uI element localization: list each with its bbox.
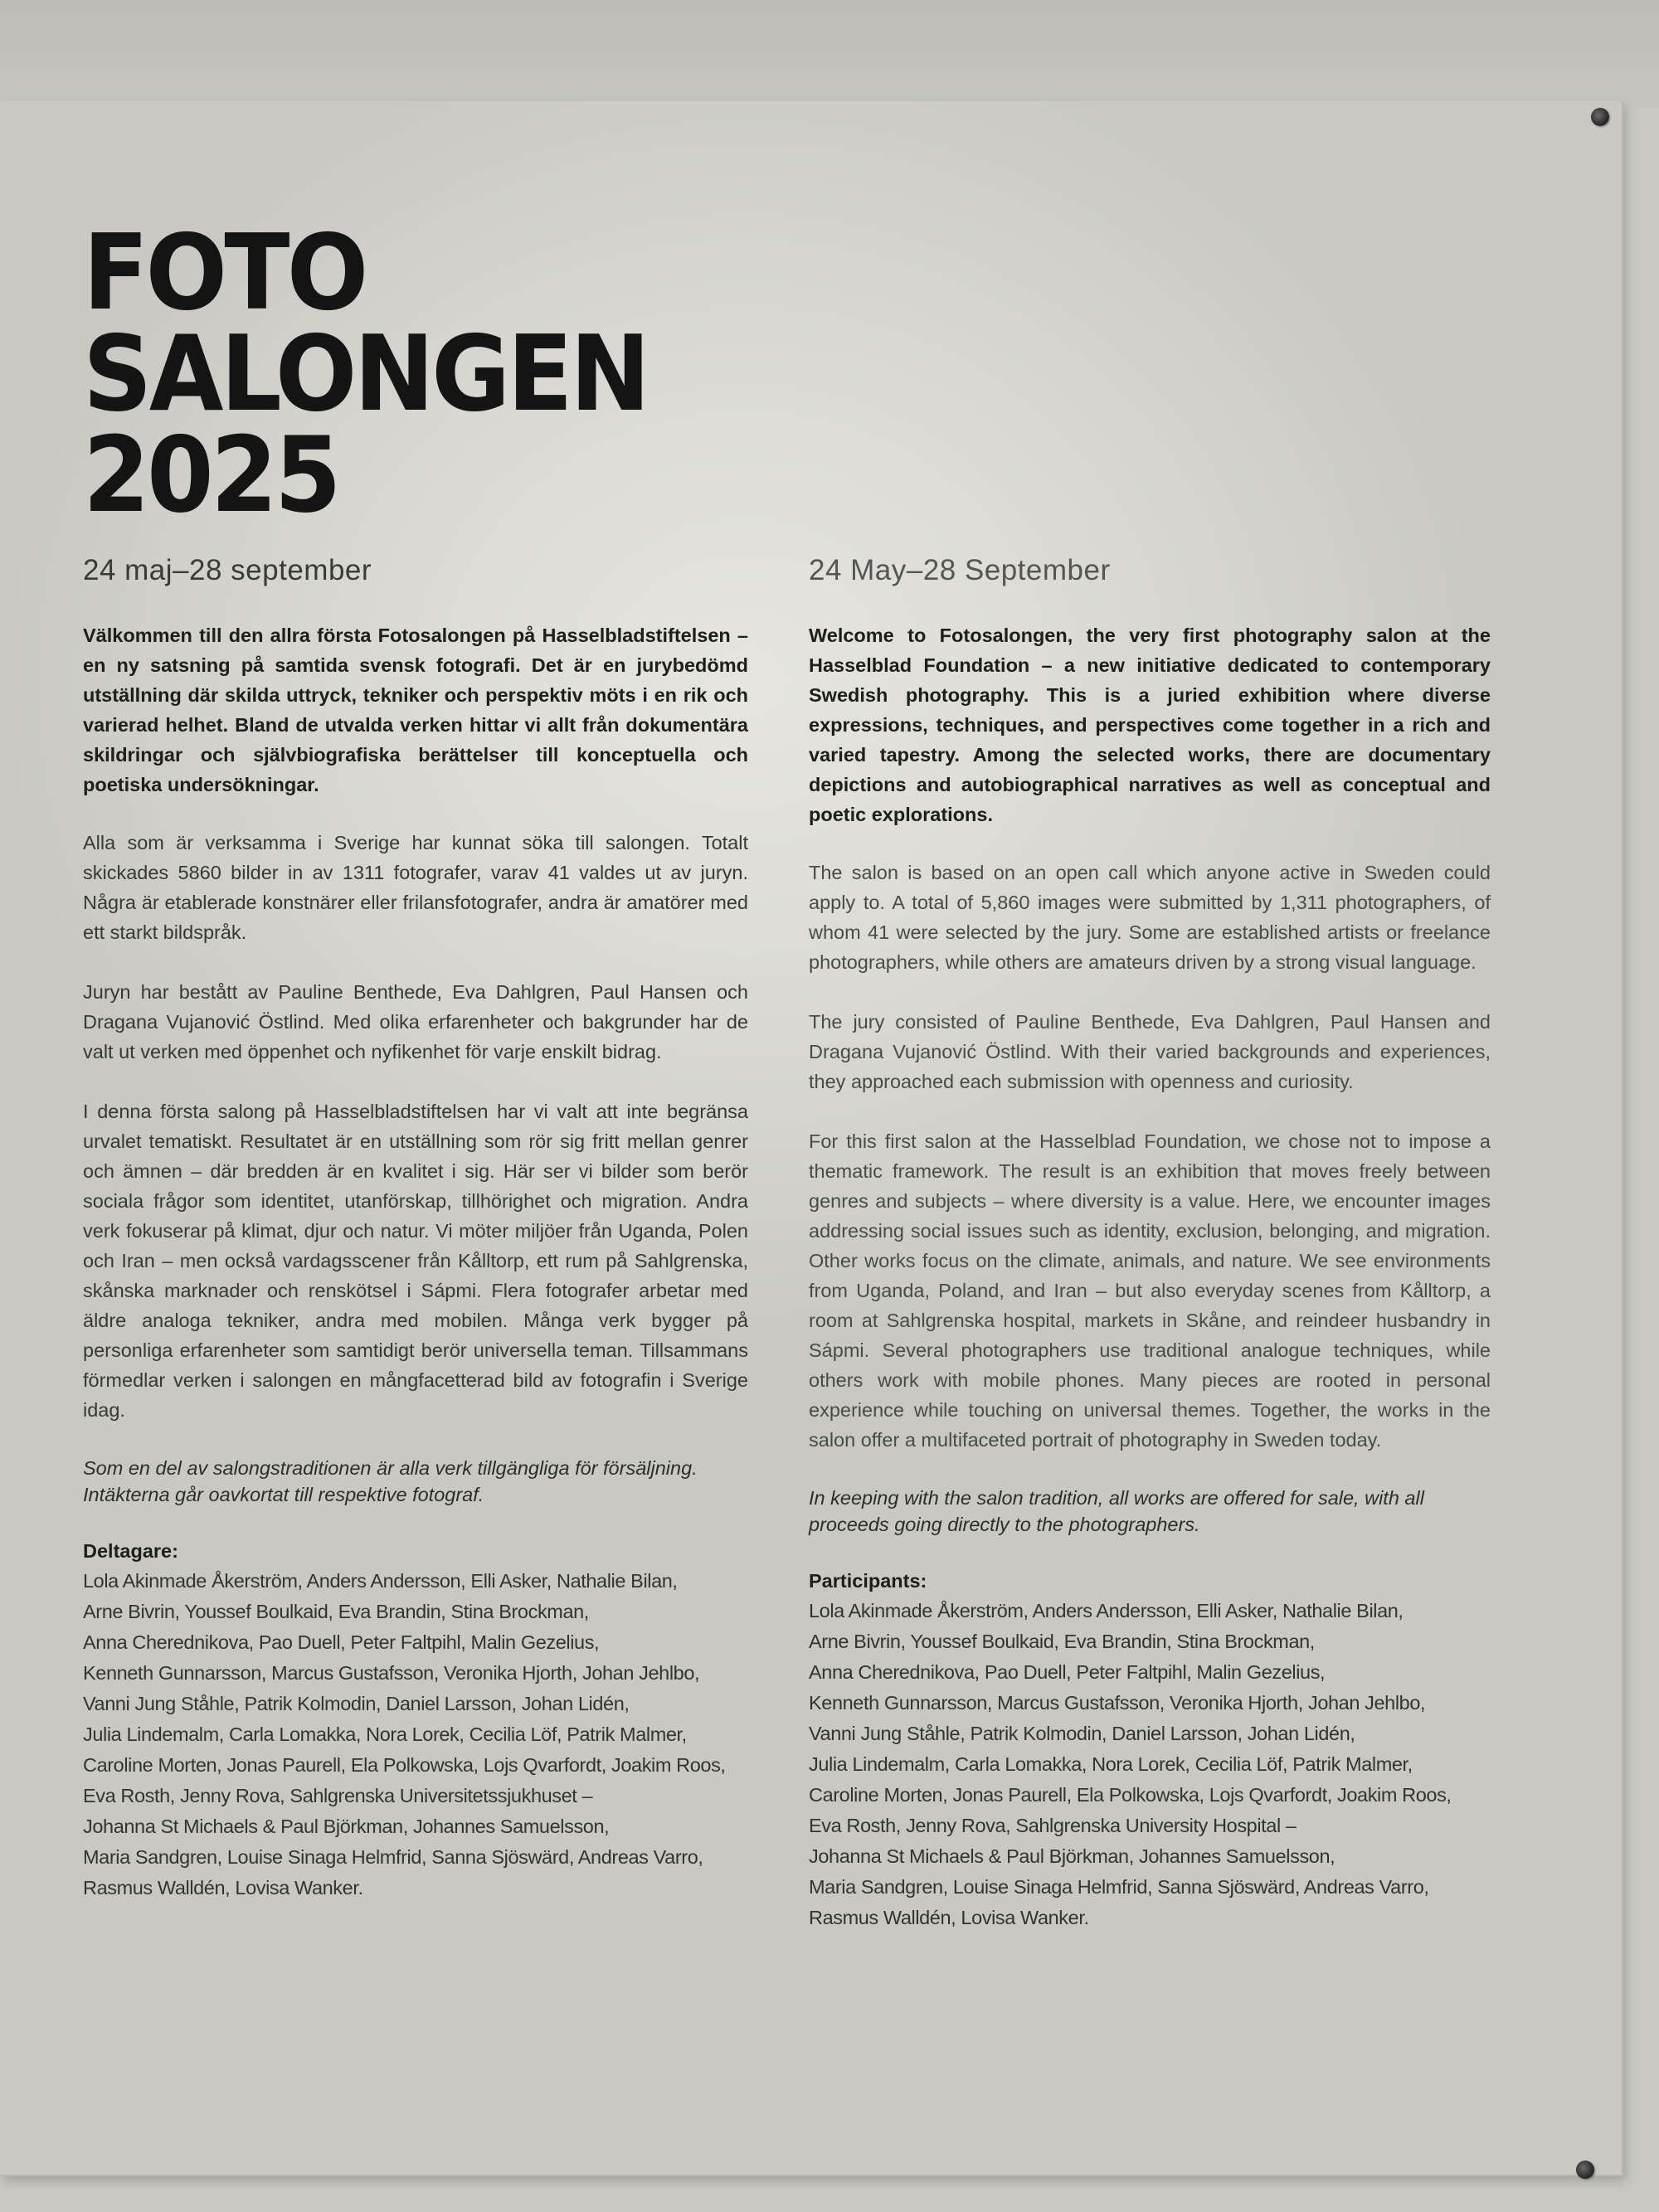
participant-line: Rasmus Walldén, Lovisa Wanker. <box>809 1907 1089 1928</box>
participant-line: Caroline Morten, Jonas Paurell, Ela Polkowska, Lojs Qvarfordt, Joakim Roos, <box>809 1784 1452 1806</box>
swedish-participants-list <box>83 1566 748 1903</box>
participant-line: Johanna St Michaels & Paul Björkman, Johannes Samuelsson, <box>809 1845 1335 1867</box>
english-paragraph-open-call: The salon is based on an open call which anyone active in Sweden could apply to. A total of 5,860 images were submitted by 1,311 photographers, of whom 41 were selected by the jury. Some are established artists or freelance photographers, while others are amateurs driven by a strong visual language. <box>809 862 1491 973</box>
swedish-paragraph-open-call: Alla som är verksamma i Sverige har kunnat söka till salongen. Totalt skickades 5860 bilder in av 1311 fotografer, varav 41 valdes ut av juryn. Några är etablerade konstnärer eller frilansfotografer, andra är amatörer med ett starkt bildspråk. <box>83 832 748 943</box>
swedish-paragraph-jury: Juryn har bestått av Pauline Benthede, Eva Dahlgren, Paul Hansen och Dragana Vujanović Östlind. Med olika erfarenheter och bakgrunder har de valt ut verken med öppenhet och nyfikenhet för varje enskilt bidrag. <box>83 981 748 1062</box>
swedish-date: 24 maj–28 september <box>83 554 372 586</box>
participant-line: Vanni Jung Ståhle, Patrik Kolmodin, Daniel Larsson, Johan Lidén, <box>809 1723 1355 1744</box>
participant-line: Johanna St Michaels & Paul Björkman, Johannes Samuelsson, <box>83 1816 610 1837</box>
english-participants-list <box>809 1596 1491 1933</box>
swedish-column <box>83 554 748 1903</box>
title-line-1: FOTO <box>83 211 366 333</box>
participant-line: Julia Lindemalm, Carla Lomakka, Nora Lorek, Cecilia Löf, Patrik Malmer, <box>809 1753 1413 1775</box>
participant-line: Anna Cherednikova, Pao Duell, Peter Faltpihl, Malin Gezelius, <box>83 1631 600 1653</box>
participant-line: Eva Rosth, Jenny Rova, Sahlgrenska Universitetssjukhuset – <box>83 1785 593 1806</box>
english-paragraph-themes: For this first salon at the Hasselblad Foundation, we chose not to impose a thematic framework. The result is an exhibition that moves freely between genres and subjects – where diversity is a value. Here, we encounter images addressing social issues such as identity, exclusion, belonging, and migration. Other works focus on the climate, animals, and nature. We see environments from Uganda, Poland, and Iran – but also everyday scenes from Kålltorp, a room at Sahlgrenska hospital, markets in Skåne, and reindeer husbandry in Sápmi. Several photographers use traditional analogue techniques, while others work with mobile phones. Many pieces are rooted in personal experience while touching on universal themes. Together, the works in the salon offer a multifaceted portrait of photography in Sweden today. <box>809 1130 1491 1451</box>
english-participants-label: Participants: <box>809 1570 927 1592</box>
exhibition-title <box>83 211 648 536</box>
english-intro: Welcome to Fotosalongen, the very first photography salon at the Hasselblad Foundation – a new initiative dedicated to contemporary Swedish photography. This is a juried exhibition where diverse expressions, techniques, and perspectives come together in a rich and varied tapestry. Among the selected works, there are documentary depictions and autobiographical narratives as well as conceptual and poetic explorations. <box>809 625 1491 825</box>
participant-line: Kenneth Gunnarsson, Marcus Gustafsson, Veronika Hjorth, Johan Jehlbo, <box>809 1692 1426 1714</box>
title-line-3: 2025 <box>83 414 338 536</box>
english-paragraph-jury: The jury consisted of Pauline Benthede, Eva Dahlgren, Paul Hansen and Dragana Vujanović Östlind. With their varied backgrounds and experiences, they approached each submission with openness and curiosity. <box>809 1011 1491 1092</box>
participant-line: Lola Akinmade Åkerström, Anders Andersson, Elli Asker, Nathalie Bilan, <box>809 1600 1404 1621</box>
english-sale-note: In keeping with the salon tradition, all works are offered for sale, with all proceeds going directly to the photographers. <box>809 1487 1424 1535</box>
swedish-intro: Välkommen till den allra första Fotosalongen på Hasselbladstiftelsen – en ny satsning på samtida svensk fotografi. Det är en jurybedömd utställning där skilda uttryck, tekniker och perspektiv möts i en rik och varierad helhet. Bland de utvalda verken hittar vi allt från dokumentära skildringar och självbiografiska berättelser till konceptuella och poetiska undersökningar. <box>83 625 748 795</box>
title-line-2: SALONGEN <box>83 313 648 435</box>
participant-line: Lola Akinmade Åkerström, Anders Andersson, Elli Asker, Nathalie Bilan, <box>83 1570 678 1592</box>
wall-background <box>0 0 1659 108</box>
participant-line: Eva Rosth, Jenny Rova, Sahlgrenska University Hospital – <box>809 1815 1297 1836</box>
english-column <box>809 554 1491 1933</box>
participant-line: Caroline Morten, Jonas Paurell, Ela Polkowska, Lojs Qvarfordt, Joakim Roos, <box>83 1754 726 1776</box>
participant-line: Kenneth Gunnarsson, Marcus Gustafsson, Veronika Hjorth, Johan Jehlbo, <box>83 1662 700 1684</box>
english-date: 24 May–28 September <box>809 554 1111 586</box>
participant-line: Anna Cherednikova, Pao Duell, Peter Faltpihl, Malin Gezelius, <box>809 1661 1326 1683</box>
participant-line: Arne Bivrin, Youssef Boulkaid, Eva Brandin, Stina Brockman, <box>83 1601 589 1622</box>
participant-line: Rasmus Walldén, Lovisa Wanker. <box>83 1877 363 1898</box>
mounting-screw-icon <box>1576 2161 1594 2179</box>
participant-line: Maria Sandgren, Louise Sinaga Helmfrid, Sanna Sjöswärd, Andreas Varro, <box>809 1876 1429 1898</box>
participant-line: Vanni Jung Ståhle, Patrik Kolmodin, Daniel Larsson, Johan Lidén, <box>83 1693 630 1714</box>
swedish-paragraph-themes: I denna första salong på Hasselbladstiftelsen har vi valt att inte begränsa urvalet tematiskt. Resultatet är en utställning som rör sig fritt mellan genrer och ämnen – där bredden är en kvalitet i sig. Här ser vi bilder som berör sociala frågor som identitet, utanförskap, tillhörighet och migration. Andra verk fokuserar på klimat, djur och natur. Vi möter miljöer från Uganda, Polen och Iran – men också vardagsscener från Kålltorp, ett rum på Sahlgrenska, skånska marknader och renskötsel i Sápmi. Flera fotografer arbetar med äldre analoga tekniker, andra med mobilen. Många verk bygger på personliga erfarenheter som samtidigt berör universella teman. Tillsammans förmedlar verken i salongen en mångfacetterad bild av fotografin i Sverige idag. <box>83 1101 748 1421</box>
mounting-screw-icon <box>1591 108 1609 126</box>
participant-line: Maria Sandgren, Louise Sinaga Helmfrid, Sanna Sjöswärd, Andreas Varro, <box>83 1846 703 1868</box>
swedish-sale-note: Som en del av salongstraditionen är alla verk tillgängliga för försäljning. Intäkterna går oavkortat till respektive fotograf. <box>83 1457 698 1505</box>
participant-line: Arne Bivrin, Youssef Boulkaid, Eva Brandin, Stina Brockman, <box>809 1631 1315 1652</box>
participant-line: Julia Lindemalm, Carla Lomakka, Nora Lorek, Cecilia Löf, Patrik Malmer, <box>83 1723 687 1745</box>
swedish-participants-label: Deltagare: <box>83 1540 178 1562</box>
